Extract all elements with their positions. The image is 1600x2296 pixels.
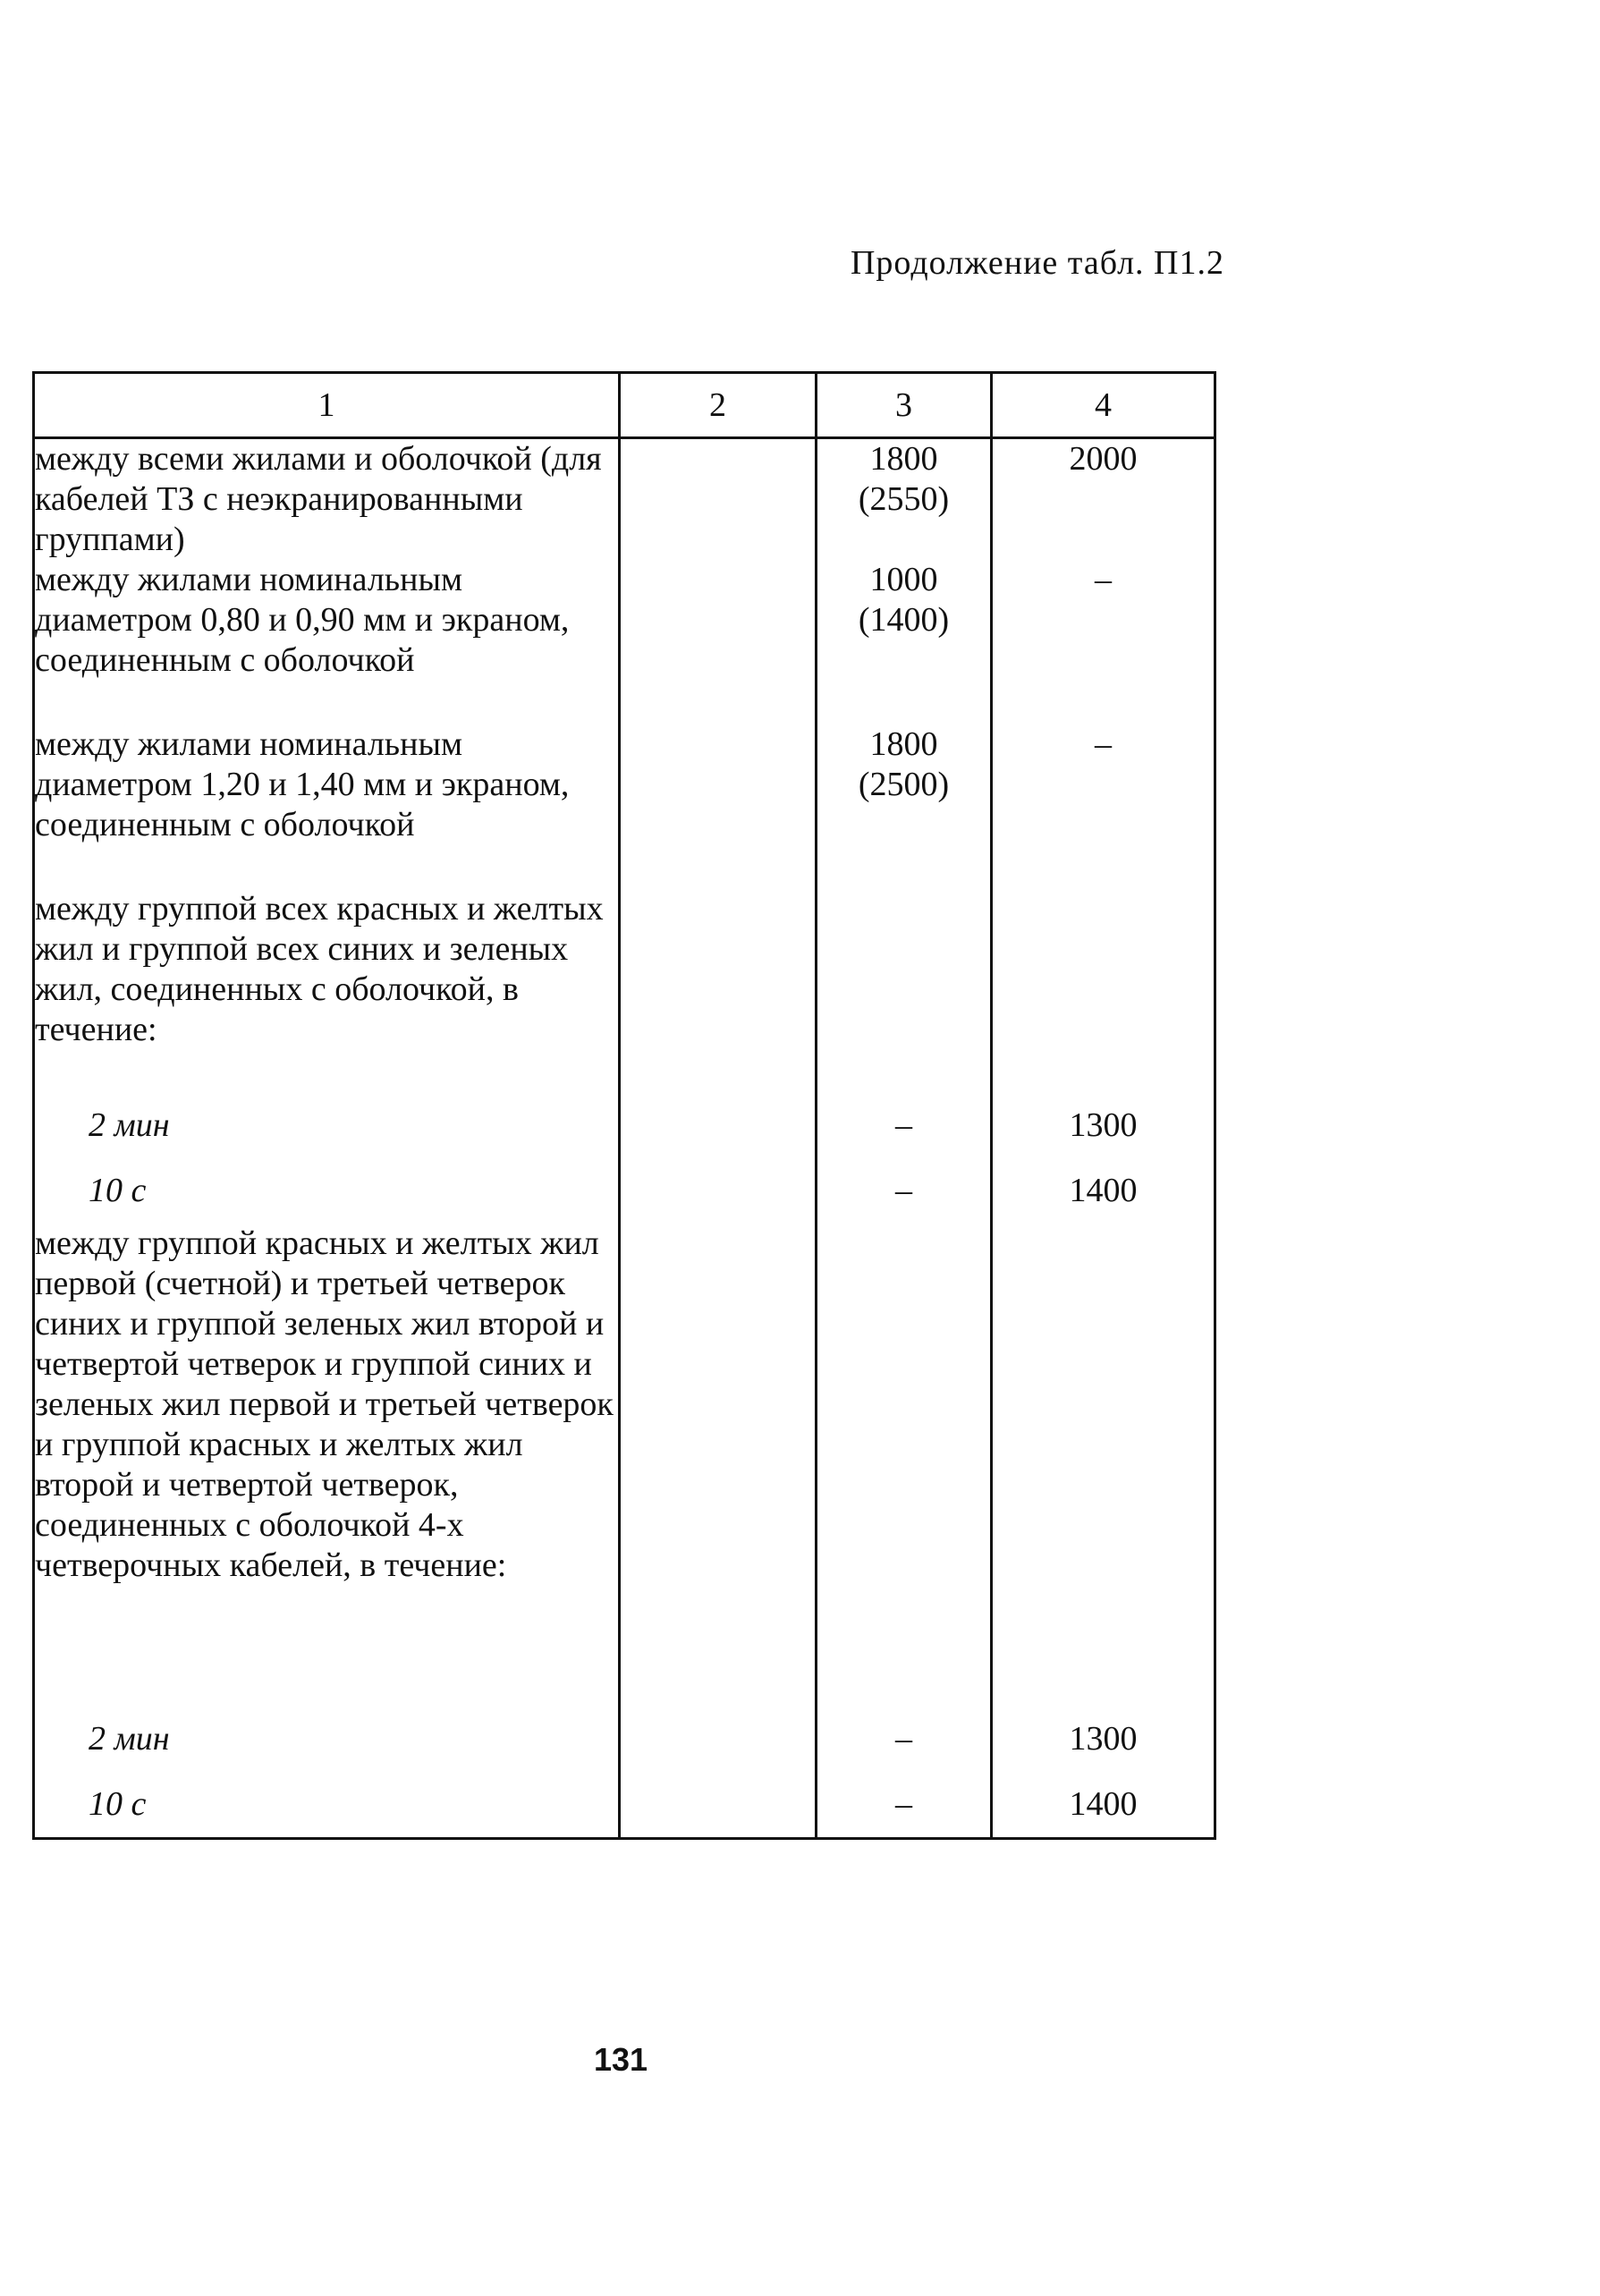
table-row: [34, 1158, 1215, 1224]
table-row: [34, 560, 1215, 724]
row-description: между группой красных и желтых жил первой (счетной) и третьей четверок синих и группой зеленых жил второй и четвертой четверок и группой синих и зеленых жил первой и третьей четверок и группой красных и желтых жил второй и четвертой четверок, соединенных с оболочкой 4-х четверочных кабелей, в течение:: [34, 1224, 620, 1707]
row-col-3: –: [817, 1772, 992, 1839]
row-col-2: [620, 560, 817, 724]
row-col-4: 1400: [992, 1158, 1215, 1224]
row-col-2: [620, 1224, 817, 1707]
row-col-3: –: [817, 1158, 992, 1224]
row-col-2: [620, 1772, 817, 1839]
table-row: [34, 1224, 1215, 1707]
row-col-3: [817, 1224, 992, 1707]
header-col-1: 1: [34, 373, 620, 438]
table-caption: Продолжение табл. П1.2: [850, 244, 1224, 282]
row-description: между жилами номинальным диаметром 1,20 и 1,40 мм и экраном, соединенным с оболочкой: [34, 724, 620, 889]
row-col-3: –: [817, 1707, 992, 1772]
row-col-4: 1300: [992, 1093, 1215, 1158]
table-row: [34, 724, 1215, 889]
row-description: 10 с: [34, 1772, 620, 1839]
row-col-2: [620, 1158, 817, 1224]
row-col-3: [817, 889, 992, 1093]
row-col-4: –: [992, 724, 1215, 889]
row-col-3: –: [817, 1093, 992, 1158]
row-col-4: 1300: [992, 1707, 1215, 1772]
row-col-4: [992, 889, 1215, 1093]
header-col-3: 3: [817, 373, 992, 438]
row-col-4: –: [992, 560, 1215, 724]
row-col-2: [620, 1707, 817, 1772]
row-col-3: 1800 (2550): [817, 438, 992, 561]
row-description: 10 с: [34, 1158, 620, 1224]
row-col-2: [620, 889, 817, 1093]
row-description: между жилами номинальным диаметром 0,80 и 0,90 мм и экраном, соединенным с оболочкой: [34, 560, 620, 724]
row-col-2: [620, 724, 817, 889]
header-col-2: 2: [620, 373, 817, 438]
row-col-3: 1800 (2500): [817, 724, 992, 889]
table-row: [34, 1707, 1215, 1772]
page-number: 131: [594, 2041, 648, 2078]
row-col-2: [620, 1093, 817, 1158]
row-description: 2 мин: [34, 1707, 620, 1772]
table-row: [34, 1093, 1215, 1158]
row-description: между группой всех красных и желтых жил и группой всех синих и зеленых жил, соединенных с оболочкой, в течение:: [34, 889, 620, 1093]
row-col-3: 1000 (1400): [817, 560, 992, 724]
row-col-4: [992, 1224, 1215, 1707]
table-row: [34, 438, 1215, 561]
header-col-4: 4: [992, 373, 1215, 438]
data-table: [32, 371, 1216, 1840]
row-col-4: 1400: [992, 1772, 1215, 1839]
row-description: между всеми жилами и оболочкой (для кабелей ТЗ с неэкранированными группами): [34, 438, 620, 561]
row-description: 2 мин: [34, 1093, 620, 1158]
table-row: [34, 1772, 1215, 1839]
row-col-2: [620, 438, 817, 561]
row-col-4: 2000: [992, 438, 1215, 561]
table-header-row: [34, 373, 1215, 438]
table-row: [34, 889, 1215, 1093]
